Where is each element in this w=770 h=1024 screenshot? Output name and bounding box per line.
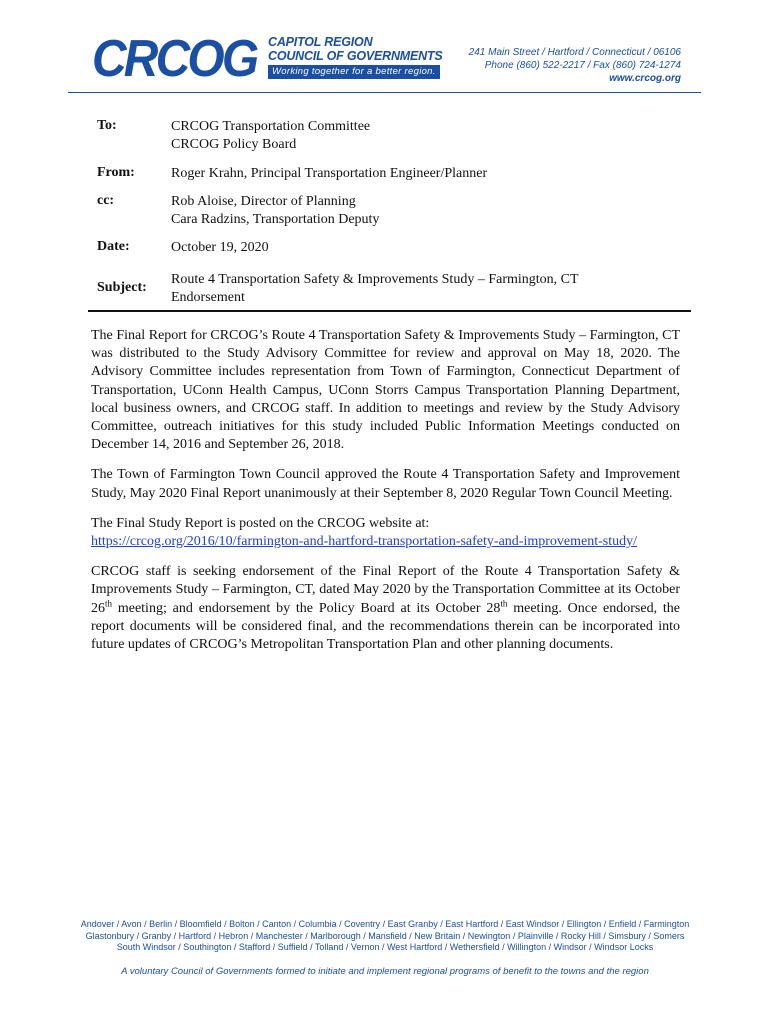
p4-ordinal-2: th bbox=[500, 597, 508, 608]
to-recipient-1: CRCOG Transportation Committee bbox=[171, 119, 371, 134]
memo-divider bbox=[88, 310, 691, 312]
logo-wordmark: CRCOG bbox=[92, 30, 257, 88]
date-label: Date: bbox=[97, 239, 130, 254]
towns-line-3: South Windsor / Southington / Stafford / Suffield / Tolland / Vernon / West Hartford / Wethersfield / Willington / Windsor / Windsor Locks bbox=[116, 942, 654, 952]
report-link[interactable]: https://crcog.org/2016/10/farmington-and-hartford-transportation-safety-and-improvement-study/ bbox=[91, 534, 637, 550]
street-address: 241 Main Street / Hartford / Connecticut / 06106 bbox=[468, 47, 681, 58]
website-link[interactable]: www.crcog.org bbox=[609, 73, 681, 84]
from-label: From: bbox=[97, 165, 135, 180]
cc-value bbox=[171, 193, 379, 229]
cc-recipient-2: Cara Radzins, Transportation Deputy bbox=[171, 212, 380, 227]
memo-from-row bbox=[97, 165, 487, 183]
org-slogan: Working together for a better region. bbox=[268, 65, 440, 79]
body-paragraph-2: The Town of Farmington Town Council approved the Route 4 Transportation Safety and Improvement Study, May 2020 Final Report unanimously at their September 8, 2020 Regular Town Council Meeting. bbox=[91, 467, 680, 501]
memo-date-row bbox=[97, 239, 269, 257]
subject-line-1: Route 4 Transportation Safety & Improvements Study – Farmington, CT bbox=[171, 272, 579, 287]
p4-ordinal-1: th bbox=[105, 597, 113, 608]
org-name-line2: COUNCIL OF GOVERNMENTS bbox=[268, 49, 443, 63]
towns-line-1: Andover / Avon / Berlin / Bloomfield / Bolton / Canton / Columbia / Coventry / East Granby / East Hartford / East Windsor / Ellington / Enfield / Farmington bbox=[80, 919, 690, 929]
p4-text-c: meeting. Once endorsed, the report documents will be considered final, and the recommendations therein can be incorporated into future updates of CRCOG’s Metropolitan Transportation Plan and other planning documents. bbox=[91, 600, 680, 653]
body-paragraph-3 bbox=[91, 515, 680, 551]
memo-body bbox=[91, 327, 680, 666]
phone-fax: Phone (860) 522-2217 / Fax (860) 724-1274 bbox=[484, 60, 681, 71]
subject-label: Subject: bbox=[97, 280, 147, 295]
contact-block bbox=[469, 46, 681, 85]
to-value bbox=[171, 118, 370, 154]
subject-line-2: Endorsement bbox=[171, 290, 245, 305]
member-towns bbox=[40, 919, 730, 954]
org-name-line1: CAPITOL REGION bbox=[268, 35, 373, 49]
header-divider bbox=[68, 92, 701, 93]
cc-label: cc: bbox=[97, 193, 115, 208]
memo-subject-row bbox=[97, 271, 579, 307]
report-intro-text: The Final Study Report is posted on the CRCOG website at: bbox=[91, 515, 430, 531]
cc-recipient-1: Rob Aloise, Director of Planning bbox=[171, 194, 356, 209]
subject-value bbox=[171, 271, 579, 307]
p4-text-a: CRCOG staff is seeking endorsement of the Final Report of the Route 4 Transportation Safety & Improvements Study – Farmington, CT, dated May 2020 by the Transportation Committee at its October 26 bbox=[91, 564, 680, 616]
p4-text-b: meeting; and endorsement by the Policy Board at its October 28 bbox=[112, 600, 501, 616]
footer-tagline: A voluntary Council of Governments formed to initiate and implement regional programs of benefit to the towns and the region bbox=[121, 966, 649, 977]
memo-cc-row bbox=[97, 193, 379, 229]
to-label: To: bbox=[97, 118, 117, 133]
memo-to-row bbox=[97, 118, 370, 154]
towns-line-2: Glastonbury / Granby / Hartford / Hebron / Manchester / Marlborough / Mansfield / New Britain / Newington / Plainville / Rocky Hill / Simsbury / Somers bbox=[85, 930, 685, 941]
body-paragraph-4 bbox=[91, 563, 680, 654]
crcog-logo bbox=[92, 30, 443, 88]
body-paragraph-1: The Final Report for CRCOG’s Route 4 Transportation Safety & Improvements Study – Farmington, CT was distributed to the Study Advisory Committee for review and approval on May 18, 2020. The Advisory Committee includes representation from Town of Farmington, Connecticut Department of Transportation, UConn Health Campus, UConn Storrs Campus Transportation Planning Department, local business owners, and CRCOG staff. In addition to meetings and review by the Study Advisory Committee, outreach initiatives for this study included Public Information Meetings conducted on December 14, 2016 and September 26, 2018. bbox=[91, 328, 680, 453]
to-recipient-2: CRCOG Policy Board bbox=[171, 137, 297, 152]
date-value: October 19, 2020 bbox=[171, 240, 269, 255]
from-value: Roger Krahn, Principal Transportation Engineer/Planner bbox=[171, 166, 488, 181]
